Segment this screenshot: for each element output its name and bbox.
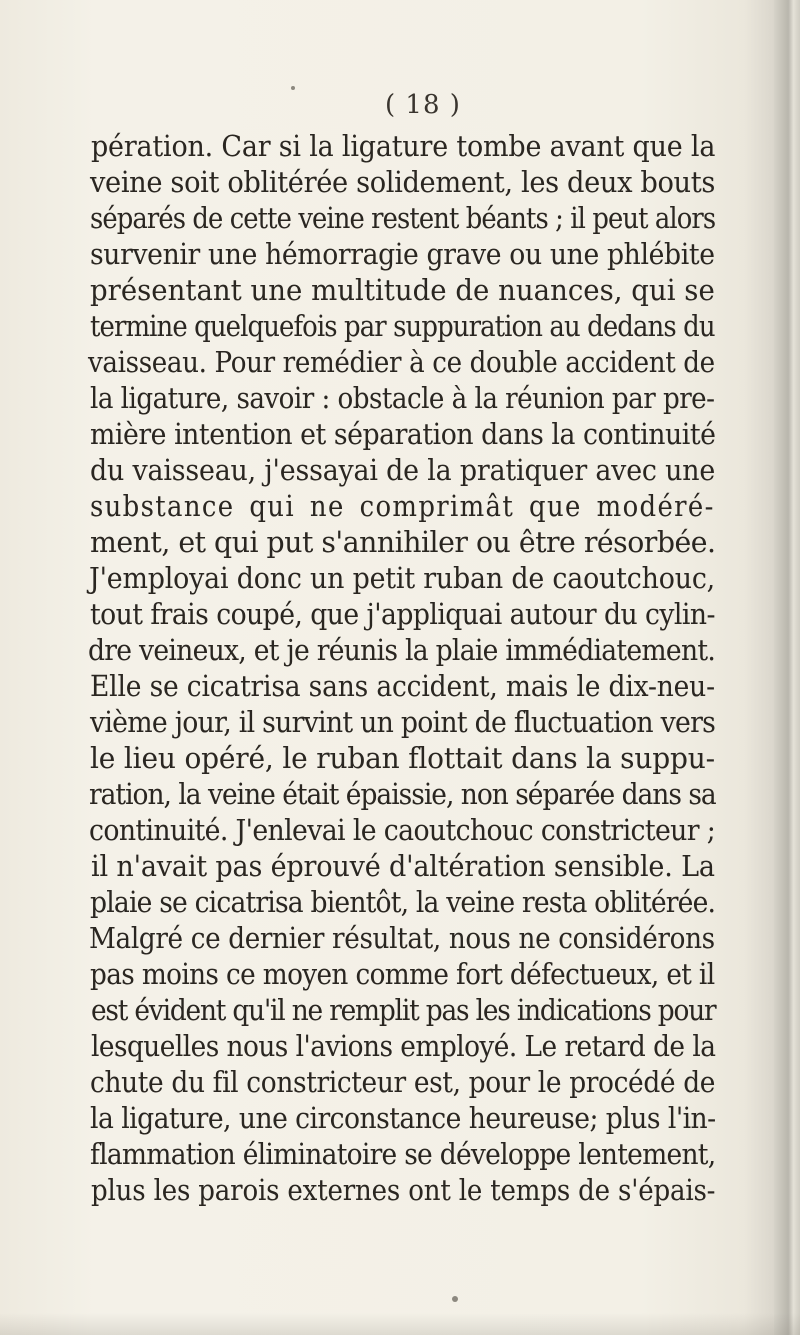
text-line: vaisseau. Pour remédier à ce double accident de — [88, 345, 715, 379]
text-line: mière intention et séparation dans la continuité — [90, 417, 716, 451]
text-line: Elle se cicatrisa sans accident, mais le dix-neu- — [90, 669, 715, 703]
text-line: présentant une multitude de nuances, qui se — [90, 273, 715, 307]
text-line: chute du fil constricteur est, pour le procédé de — [90, 1065, 716, 1099]
text-line: J'employai donc un petit ruban de caoutchouc, — [89, 561, 716, 595]
text-line: substance qui ne comprimât que modéré- — [90, 489, 715, 523]
text-line: flammation éliminatoire se développe lentement, — [90, 1137, 716, 1171]
text-line: pération. Car si la ligature tombe avant que la — [91, 129, 716, 163]
text-line: dre veineux, et je réunis la plaie immédiatement. — [88, 633, 716, 667]
paper-speck — [452, 1296, 458, 1302]
text-line: survenir une hémorragie grave ou une phlébite — [90, 237, 715, 271]
page-number: ( 18 ) — [385, 90, 461, 120]
text-line: la ligature, une circonstance heureuse; plus l'in- — [90, 1101, 716, 1135]
text-line: continuité. J'enlevai le caoutchouc constricteur ; — [89, 813, 716, 847]
text-line: Malgré ce dernier résultat, nous ne considérons — [89, 921, 715, 955]
text-line: il n'avait pas éprouvé d'altération sensible. La — [91, 849, 715, 883]
text-line: ment, et qui put s'annihiler ou être résorbée. — [90, 525, 716, 559]
text-line: pas moins ce moyen comme fort défectueux, et il — [90, 957, 715, 991]
text-line: le lieu opéré, le ruban flottait dans la suppu- — [90, 741, 715, 775]
text-line: veine soit oblitérée solidement, les deux bouts — [90, 165, 715, 199]
text-line: tout frais coupé, que j'appliquai autour du cylin- — [90, 597, 715, 631]
text-line: ration, la veine était épaissie, non séparée dans sa — [89, 777, 716, 811]
text-line: séparés de cette veine restent béants ; il peut alors — [90, 201, 716, 235]
text-line: termine quelquefois par suppuration au dedans du — [90, 309, 715, 343]
text-line: plus les parois externes ont le temps de s'épais- — [91, 1173, 716, 1207]
text-line: du vaisseau, j'essayai de la pratiquer avec une — [90, 453, 716, 487]
text-line: est évident qu'il ne remplit pas les indications pour — [91, 993, 716, 1027]
text-line: vième jour, il survint un point de fluctuation vers — [90, 705, 716, 739]
text-line: lesquelles nous l'avions employé. Le retard de la — [91, 1029, 716, 1063]
paper-speck — [291, 86, 295, 90]
text-line: plaie se cicatrisa bientôt, la veine resta oblitérée. — [90, 885, 716, 919]
text-line: la ligature, savoir : obstacle à la réunion par pre- — [90, 381, 715, 415]
